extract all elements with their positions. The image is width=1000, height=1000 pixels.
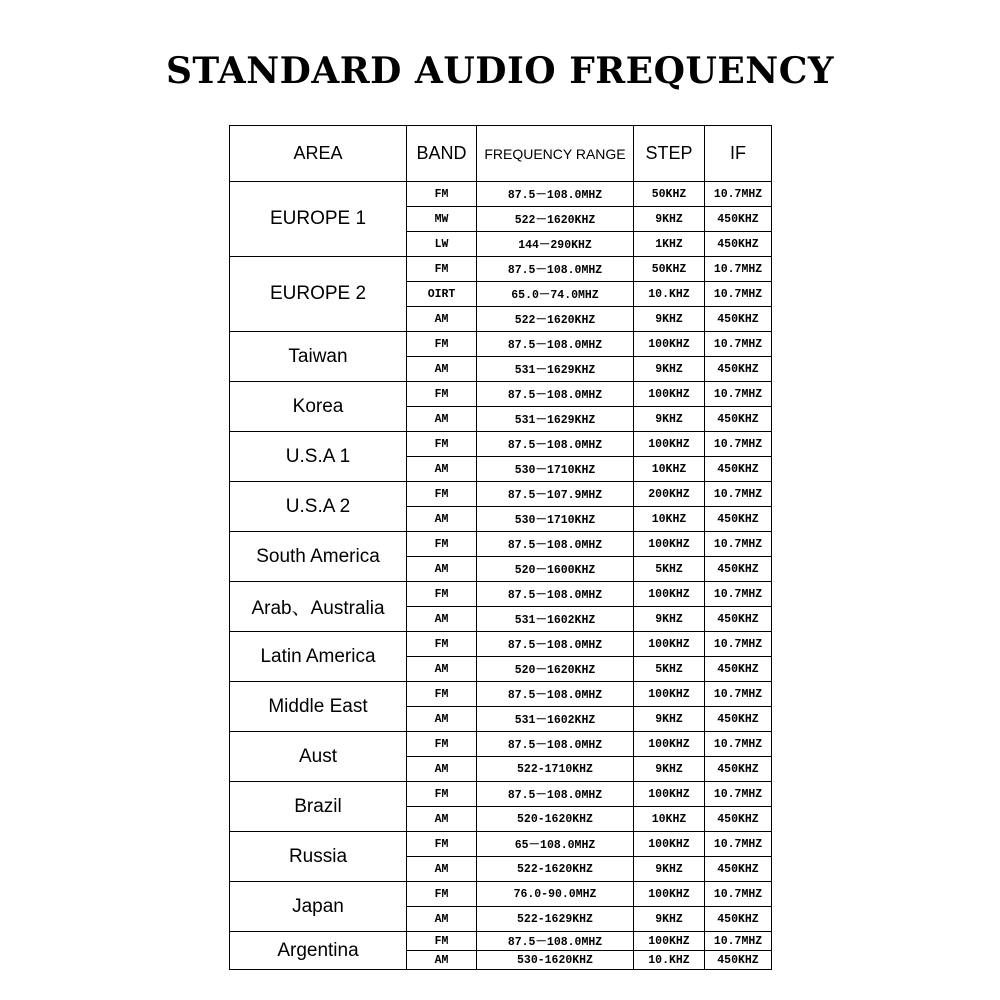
- if-cell: 10.7MHZ: [705, 632, 772, 657]
- table-row: [230, 382, 772, 407]
- if-cell: 450KHZ: [705, 207, 772, 232]
- frequency-range-cell: 87.5－108.0MHZ: [477, 532, 634, 557]
- frequency-range-cell: 87.5－108.0MHZ: [477, 782, 634, 807]
- table-row: [230, 582, 772, 607]
- band-cell: FM: [407, 532, 477, 557]
- if-cell: 450KHZ: [705, 951, 772, 970]
- frequency-range-cell: 522－1620KHZ: [477, 207, 634, 232]
- band-cell: AM: [407, 357, 477, 382]
- frequency-range-cell: 87.5－108.0MHZ: [477, 382, 634, 407]
- if-cell: 10.7MHZ: [705, 782, 772, 807]
- table-row: [230, 732, 772, 757]
- area-cell: EUROPE 2: [230, 257, 407, 332]
- band-cell: FM: [407, 257, 477, 282]
- header-band: BAND: [407, 126, 477, 182]
- frequency-range-cell: 520－1600KHZ: [477, 557, 634, 582]
- if-cell: 10.7MHZ: [705, 482, 772, 507]
- band-cell: MW: [407, 207, 477, 232]
- frequency-range-cell: 87.5－108.0MHZ: [477, 332, 634, 357]
- table-row: [230, 332, 772, 357]
- frequency-range-cell: 531－1602KHZ: [477, 707, 634, 732]
- if-cell: 450KHZ: [705, 607, 772, 632]
- if-cell: 450KHZ: [705, 357, 772, 382]
- band-cell: AM: [407, 457, 477, 482]
- step-cell: 100KHZ: [634, 632, 705, 657]
- area-cell: U.S.A 1: [230, 432, 407, 482]
- header-area: AREA: [230, 126, 407, 182]
- frequency-range-cell: 87.5－107.9MHZ: [477, 482, 634, 507]
- if-cell: 10.7MHZ: [705, 182, 772, 207]
- frequency-range-cell: 520－1620KHZ: [477, 657, 634, 682]
- step-cell: 9KHZ: [634, 607, 705, 632]
- step-cell: 100KHZ: [634, 882, 705, 907]
- band-cell: FM: [407, 332, 477, 357]
- table-row: [230, 632, 772, 657]
- step-cell: 50KHZ: [634, 257, 705, 282]
- frequency-range-cell: 520-1620KHZ: [477, 807, 634, 832]
- frequency-range-cell: 530－1710KHZ: [477, 507, 634, 532]
- step-cell: 50KHZ: [634, 182, 705, 207]
- step-cell: 100KHZ: [634, 332, 705, 357]
- area-cell: Latin America: [230, 632, 407, 682]
- if-cell: 10.7MHZ: [705, 832, 772, 857]
- area-cell: Middle East: [230, 682, 407, 732]
- if-cell: 10.7MHZ: [705, 582, 772, 607]
- if-cell: 10.7MHZ: [705, 432, 772, 457]
- header-row: [230, 126, 772, 182]
- if-cell: 10.7MHZ: [705, 932, 772, 951]
- if-cell: 450KHZ: [705, 457, 772, 482]
- step-cell: 100KHZ: [634, 532, 705, 557]
- area-cell: Japan: [230, 882, 407, 932]
- step-cell: 100KHZ: [634, 582, 705, 607]
- if-cell: 450KHZ: [705, 507, 772, 532]
- if-cell: 10.7MHZ: [705, 682, 772, 707]
- step-cell: 100KHZ: [634, 782, 705, 807]
- band-cell: AM: [407, 857, 477, 882]
- frequency-range-cell: 65.0－74.0MHZ: [477, 282, 634, 307]
- band-cell: FM: [407, 582, 477, 607]
- area-cell: Brazil: [230, 782, 407, 832]
- band-cell: FM: [407, 782, 477, 807]
- step-cell: 100KHZ: [634, 432, 705, 457]
- frequency-range-cell: 87.5－108.0MHZ: [477, 932, 634, 951]
- if-cell: 450KHZ: [705, 407, 772, 432]
- frequency-range-cell: 87.5－108.0MHZ: [477, 632, 634, 657]
- frequency-range-cell: 87.5－108.0MHZ: [477, 432, 634, 457]
- band-cell: FM: [407, 382, 477, 407]
- if-cell: 10.7MHZ: [705, 382, 772, 407]
- frequency-range-cell: 87.5－108.0MHZ: [477, 682, 634, 707]
- band-cell: AM: [407, 907, 477, 932]
- step-cell: 100KHZ: [634, 382, 705, 407]
- step-cell: 9KHZ: [634, 307, 705, 332]
- band-cell: FM: [407, 482, 477, 507]
- step-cell: 9KHZ: [634, 907, 705, 932]
- step-cell: 9KHZ: [634, 707, 705, 732]
- step-cell: 5KHZ: [634, 657, 705, 682]
- table-row: [230, 257, 772, 282]
- if-cell: 450KHZ: [705, 557, 772, 582]
- band-cell: OIRT: [407, 282, 477, 307]
- step-cell: 100KHZ: [634, 682, 705, 707]
- if-cell: 450KHZ: [705, 757, 772, 782]
- frequency-range-cell: 76.0-90.0MHZ: [477, 882, 634, 907]
- band-cell: AM: [407, 657, 477, 682]
- if-cell: 450KHZ: [705, 857, 772, 882]
- frequency-range-cell: 530－1710KHZ: [477, 457, 634, 482]
- step-cell: 5KHZ: [634, 557, 705, 582]
- table-row: [230, 932, 772, 951]
- header-if: IF: [705, 126, 772, 182]
- frequency-range-cell: 530-1620KHZ: [477, 951, 634, 970]
- band-cell: FM: [407, 182, 477, 207]
- step-cell: 100KHZ: [634, 832, 705, 857]
- table-row: [230, 532, 772, 557]
- band-cell: AM: [407, 507, 477, 532]
- step-cell: 9KHZ: [634, 357, 705, 382]
- table-row: [230, 432, 772, 457]
- area-cell: EUROPE 1: [230, 182, 407, 257]
- table-row: [230, 832, 772, 857]
- frequency-table: [229, 125, 772, 970]
- frequency-range-cell: 87.5－108.0MHZ: [477, 182, 634, 207]
- frequency-range-cell: 531－1629KHZ: [477, 407, 634, 432]
- area-cell: U.S.A 2: [230, 482, 407, 532]
- frequency-range-cell: 531－1602KHZ: [477, 607, 634, 632]
- frequency-range-cell: 522-1710KHZ: [477, 757, 634, 782]
- band-cell: AM: [407, 757, 477, 782]
- frequency-range-cell: 144－290KHZ: [477, 232, 634, 257]
- step-cell: 1KHZ: [634, 232, 705, 257]
- frequency-range-cell: 87.5－108.0MHZ: [477, 582, 634, 607]
- if-cell: 450KHZ: [705, 707, 772, 732]
- page-title: STANDARD AUDIO FREQUENCY: [165, 50, 835, 92]
- band-cell: AM: [407, 707, 477, 732]
- if-cell: 10.7MHZ: [705, 732, 772, 757]
- step-cell: 200KHZ: [634, 482, 705, 507]
- table-row: [230, 182, 772, 207]
- step-cell: 10KHZ: [634, 457, 705, 482]
- frequency-range-cell: 522－1620KHZ: [477, 307, 634, 332]
- table-row: [230, 782, 772, 807]
- step-cell: 10KHZ: [634, 807, 705, 832]
- if-cell: 450KHZ: [705, 307, 772, 332]
- step-cell: 100KHZ: [634, 932, 705, 951]
- frequency-range-cell: 522-1629KHZ: [477, 907, 634, 932]
- if-cell: 450KHZ: [705, 232, 772, 257]
- if-cell: 10.7MHZ: [705, 882, 772, 907]
- if-cell: 450KHZ: [705, 807, 772, 832]
- band-cell: FM: [407, 632, 477, 657]
- frequency-range-cell: 531－1629KHZ: [477, 357, 634, 382]
- area-cell: Argentina: [230, 932, 407, 970]
- band-cell: FM: [407, 682, 477, 707]
- band-cell: FM: [407, 432, 477, 457]
- area-cell: Aust: [230, 732, 407, 782]
- step-cell: 9KHZ: [634, 857, 705, 882]
- step-cell: 10.KHZ: [634, 951, 705, 970]
- band-cell: AM: [407, 807, 477, 832]
- band-cell: AM: [407, 307, 477, 332]
- area-cell: Russia: [230, 832, 407, 882]
- step-cell: 9KHZ: [634, 207, 705, 232]
- frequency-range-cell: 87.5－108.0MHZ: [477, 732, 634, 757]
- area-cell: Taiwan: [230, 332, 407, 382]
- frequency-range-cell: 522-1620KHZ: [477, 857, 634, 882]
- band-cell: FM: [407, 732, 477, 757]
- band-cell: AM: [407, 607, 477, 632]
- step-cell: 100KHZ: [634, 732, 705, 757]
- step-cell: 9KHZ: [634, 407, 705, 432]
- area-cell: South America: [230, 532, 407, 582]
- if-cell: 10.7MHZ: [705, 332, 772, 357]
- band-cell: FM: [407, 832, 477, 857]
- table-row: [230, 682, 772, 707]
- if-cell: 450KHZ: [705, 907, 772, 932]
- band-cell: AM: [407, 407, 477, 432]
- if-cell: 10.7MHZ: [705, 257, 772, 282]
- band-cell: AM: [407, 557, 477, 582]
- area-cell: Arab、Australia: [230, 582, 407, 632]
- step-cell: 10KHZ: [634, 507, 705, 532]
- frequency-range-cell: 87.5－108.0MHZ: [477, 257, 634, 282]
- if-cell: 450KHZ: [705, 657, 772, 682]
- header-step: STEP: [634, 126, 705, 182]
- table-row: [230, 882, 772, 907]
- step-cell: 10.KHZ: [634, 282, 705, 307]
- table-row: [230, 482, 772, 507]
- step-cell: 9KHZ: [634, 757, 705, 782]
- band-cell: FM: [407, 932, 477, 951]
- if-cell: 10.7MHZ: [705, 282, 772, 307]
- band-cell: LW: [407, 232, 477, 257]
- frequency-range-cell: 65－108.0MHZ: [477, 832, 634, 857]
- band-cell: AM: [407, 951, 477, 970]
- if-cell: 10.7MHZ: [705, 532, 772, 557]
- header-frequency-range: FREQUENCY RANGE: [477, 126, 634, 182]
- band-cell: FM: [407, 882, 477, 907]
- table-body: [230, 182, 772, 970]
- area-cell: Korea: [230, 382, 407, 432]
